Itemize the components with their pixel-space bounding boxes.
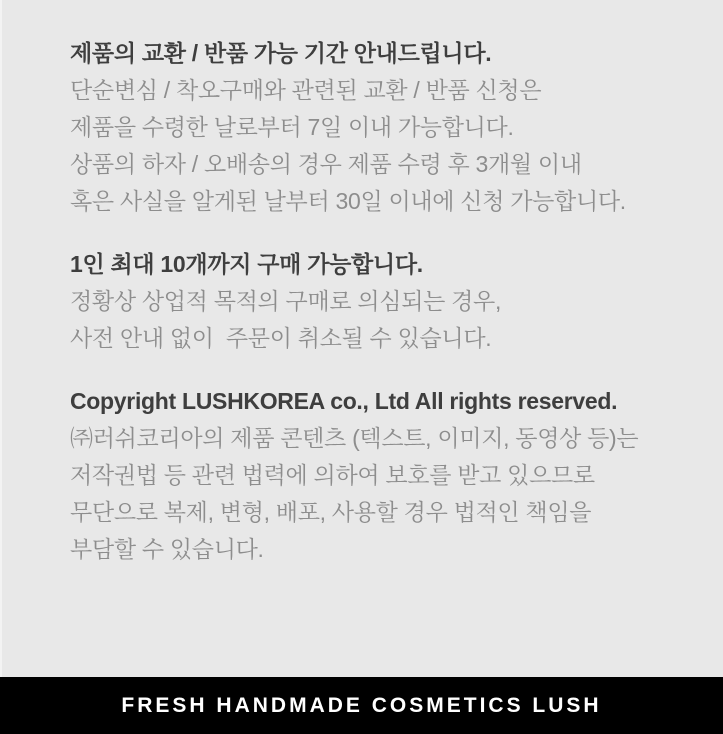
notice-line: 사전 안내 없이 주문이 취소될 수 있습니다.	[70, 325, 492, 351]
notice-line: 무단으로 복제, 변형, 배포, 사용할 경우 법적인 책임을	[70, 499, 592, 525]
brand-footer-bar	[0, 677, 723, 734]
notice-line: 혹은 사실을 알게된 날부터 30일 이내에 신청 가능합니다.	[70, 188, 626, 214]
brand-slogan-text: FRESH HANDMADE COSMETICS LUSH	[121, 693, 602, 717]
notice-line: 단순변심 / 착오구매와 관련된 교환 / 반품 신청은	[70, 77, 542, 103]
purchase-limit-section	[70, 246, 683, 357]
copyright-heading: Copyright LUSHKOREA co., Ltd All rights reserved.	[70, 388, 618, 414]
notice-line: ㈜러쉬코리아의 제품 콘텐츠 (텍스트, 이미지, 동영상 등)는	[70, 425, 639, 451]
notice-line: 상품의 하자 / 오배송의 경우 제품 수령 후 3개월 이내	[70, 151, 582, 177]
notice-line: 저작권법 등 관련 법력에 의하여 보호를 받고 있으므로	[70, 462, 595, 488]
copyright-section	[70, 383, 683, 568]
notice-line: 정황상 상업적 목적의 구매로 의심되는 경우,	[70, 288, 502, 314]
notice-line: 제품을 수령한 날로부터 7일 이내 가능합니다.	[70, 114, 514, 140]
purchase-limit-heading: 1인 최대 10개까지 구매 가능합니다.	[70, 251, 423, 277]
notice-line: 부담할 수 있습니다.	[70, 536, 264, 562]
exchange-return-policy-section	[70, 35, 683, 220]
exchange-return-policy-heading: 제품의 교환 / 반품 가능 기간 안내드립니다.	[70, 40, 492, 66]
